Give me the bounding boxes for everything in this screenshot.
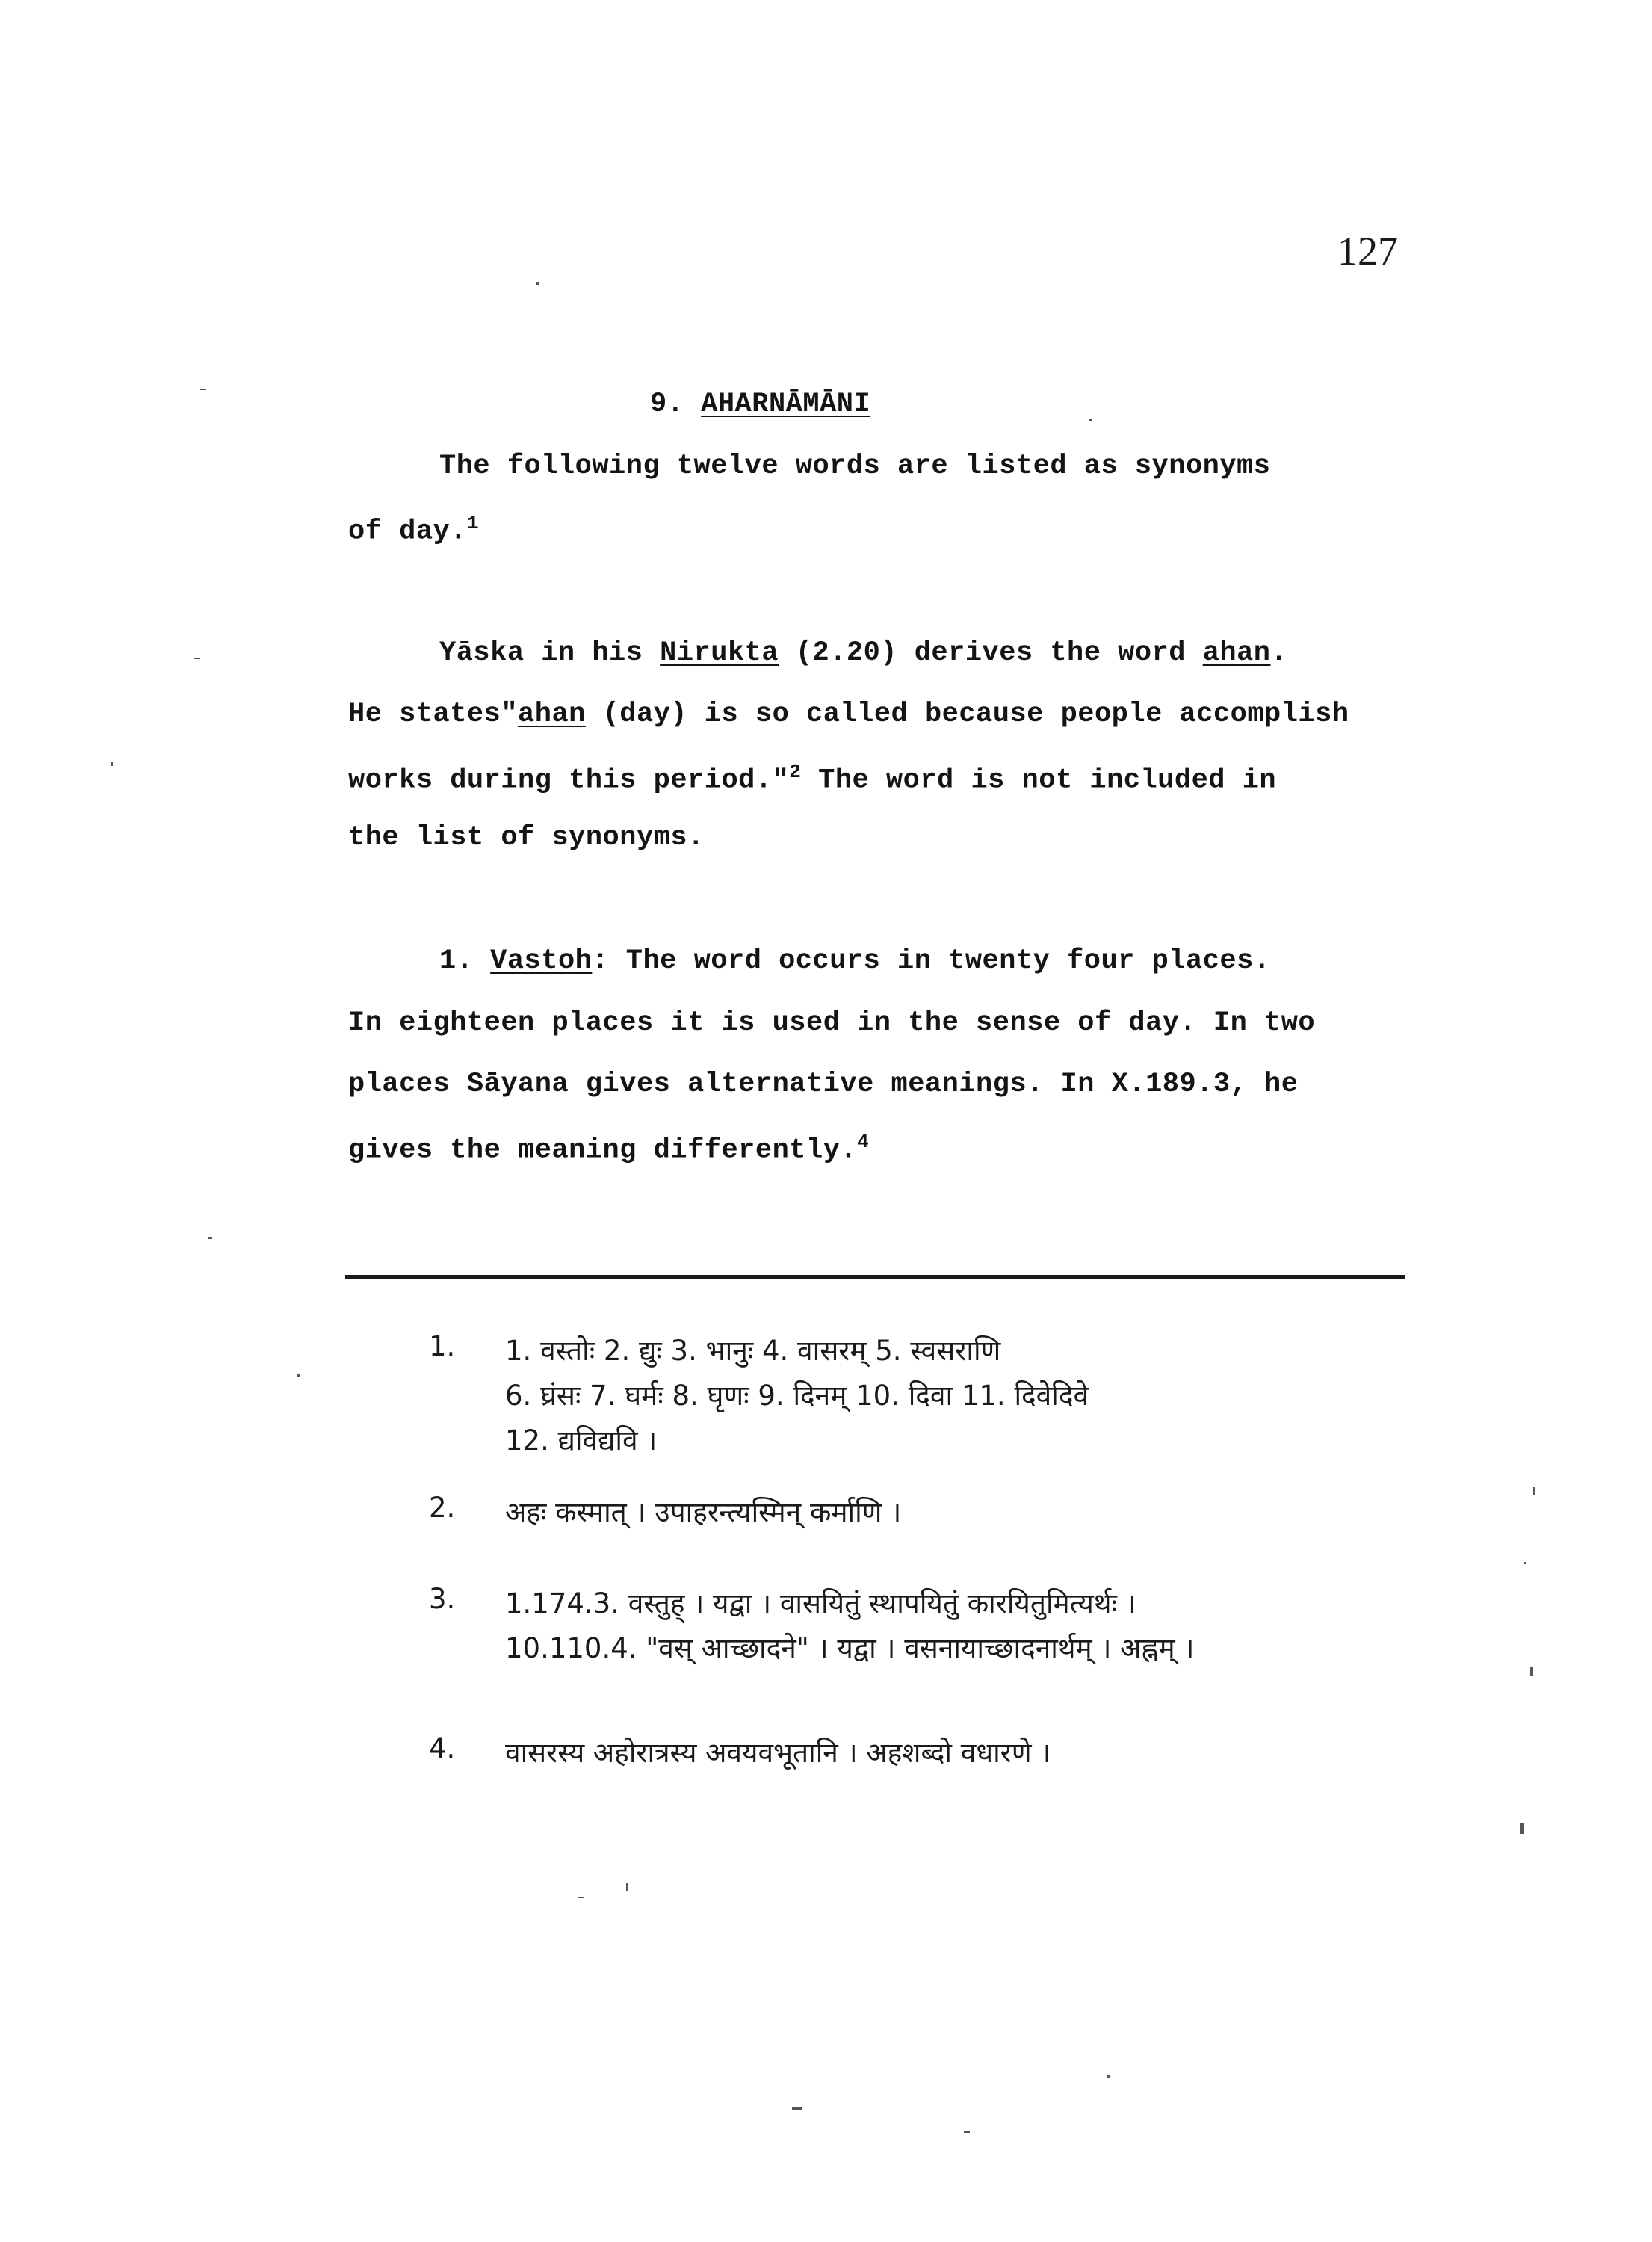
heading-title: AHARNĀMĀNI (701, 389, 871, 420)
scan-speck (1524, 1562, 1526, 1564)
scan-speck (536, 282, 539, 285)
scan-speck (1520, 1823, 1524, 1834)
scan-speck (964, 2131, 970, 2133)
para2-line1 (439, 637, 1287, 669)
para2-text: works during this period." (348, 765, 790, 797)
para2-line2 (348, 699, 1349, 730)
para3-line1 (439, 945, 1271, 977)
footnote-1-line3: 12. द्यविद्यवि । (505, 1424, 658, 1457)
footnote-3-line1: 1.174.3. वस्तुह् । यद्वा । वासयितुं स्थापयितुं कारयितुमित्यर्थः । (505, 1587, 1136, 1619)
scan-speck (792, 2107, 802, 2110)
para2-text: The word is not included in (801, 765, 1277, 797)
scan-speck (194, 658, 200, 659)
para1-line2-text: of day. (348, 516, 467, 548)
scan-speck (200, 389, 206, 390)
scan-speck (1530, 1667, 1533, 1676)
para2-text: (day) is so called because people accomplish (585, 699, 1349, 730)
footnote-1-line2: 6. घ्रंसः 7. घर्मः 8. घृणः 9. दिनम् 10. दिवा 11. दिवेदिवे (505, 1380, 1089, 1412)
heading-number: 9. (650, 389, 684, 420)
scan-speck (1089, 419, 1092, 421)
para2-text: Yāska in his (439, 637, 661, 669)
nirukta-term: Nirukta (660, 637, 779, 669)
para3-text: gives the meaning differently. (348, 1134, 858, 1167)
ahan-term: ahan (518, 699, 586, 730)
para3-line4 (348, 1131, 869, 1166)
para1-line2 (348, 512, 479, 547)
footnote-3-line2: 10.110.4. "वस् आच्छादने" । यद्वा । वसनायाच्छादनार्थम् । अह्नम् । (505, 1632, 1195, 1664)
para2-line4: the list of synonyms. (348, 822, 705, 853)
para3-line2: In eighteen places it is used in the sense of day. In two (348, 1007, 1316, 1039)
ahan-term: ahan (1202, 637, 1271, 669)
footnote-ref-2: 2 (789, 761, 802, 783)
page-number: 127 (1337, 229, 1398, 274)
footnote-ref-1: 1 (466, 512, 480, 534)
para2-text: (2.20) derives the word (779, 637, 1203, 669)
para1-line1: The following twelve words are listed as synonyms (439, 451, 1271, 482)
section-heading (650, 389, 870, 420)
footnote-2-number: 2. (429, 1492, 456, 1524)
para3-text: 1. (439, 945, 491, 977)
footnote-4-line1: वासरस्य अहोरात्रस्य अवयवभूतानि । अहशब्दो वधारणे । (505, 1737, 1051, 1769)
para2-text: He states" (348, 699, 519, 730)
footnote-4-number: 4. (429, 1732, 456, 1764)
footnote-1-number: 1. (429, 1330, 456, 1362)
para3-text: : The word occurs in twenty four places. (592, 945, 1271, 977)
scan-speck (208, 1237, 212, 1239)
para2-line3 (348, 761, 1276, 796)
footnote-separator (345, 1275, 1405, 1279)
footnote-ref-4: 4 (857, 1131, 870, 1153)
scan-speck (111, 762, 113, 766)
scan-speck (578, 1897, 584, 1898)
scan-speck (1107, 2075, 1110, 2078)
footnote-1-line1: 1. वस्तोः 2. द्युः 3. भानुः 4. वासरम् 5. स्वसराणि (505, 1335, 1001, 1367)
para3-line3: places Sāyana gives alternative meanings. In X.189.3, he (348, 1069, 1299, 1100)
footnote-3-number: 3. (429, 1583, 456, 1615)
vastoh-term: Vastoh (490, 945, 593, 977)
scan-speck (1533, 1487, 1535, 1495)
para2-text: . (1270, 637, 1288, 669)
scan-speck (297, 1374, 300, 1377)
scan-speck (626, 1883, 628, 1891)
footnote-2-line1: अहः कस्मात् । उपाहरन्त्यस्मिन् कर्माणि । (505, 1496, 902, 1528)
